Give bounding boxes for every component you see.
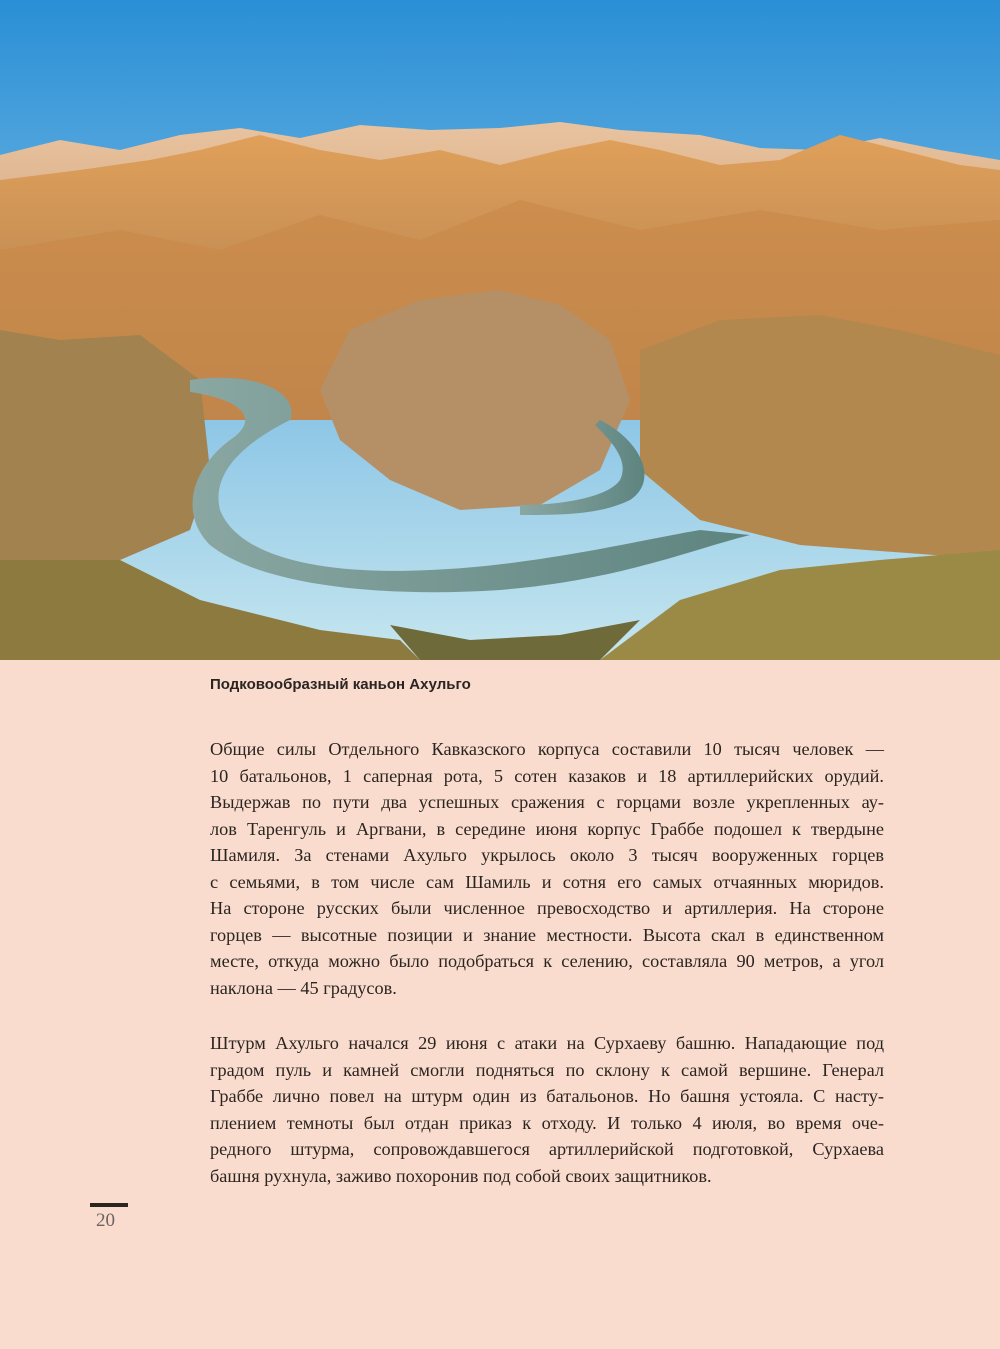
text-line: месте, откуда можно было подобраться к селению, составляла 90 метров, а угол [210,951,884,971]
body-paragraph-1 [210,736,884,1001]
text-line: градом пуль и камней смогли подняться по склону к самой вершине. Генерал [210,1059,884,1080]
text-line: Штурм Ахульго начался 29 июня с атаки на Сурхаеву башню. Нападающие под [210,1033,884,1053]
text-line: редного штурма, сопровождавшегося артиллерийской подготовкой, Сурхаева [210,1139,884,1159]
text-line: 10 батальонов, 1 саперная рота, 5 сотен казаков и 18 артиллерийских орудий. [210,765,884,786]
text-line: На стороне русских были численное превосходство и артиллерия. На стороне [210,898,884,918]
text-line: башня рухнула, заживо похоронив под собой своих защитников. [210,1165,712,1186]
text-line: горцев — высотные позиции и знание местности. Высота скал в единственном [210,924,884,945]
text-line: наклона — 45 градусов. [210,977,397,998]
text-line: плением темноты был отдан приказ к отходу. И только 4 июля, во время оче- [210,1112,884,1133]
page-number-rule [90,1203,128,1207]
body-paragraph-2 [210,1030,884,1189]
page-number: 20 [96,1210,115,1231]
text-line: с семьями, в том числе сам Шамиль и сотня его самых отчаянных мюридов. [210,871,884,892]
text-line: лов Таренгуль и Аргвани, в середине июня корпус Граббе подошел к твердыне [210,818,884,839]
text-line: Общие силы Отдельного Кавказского корпуса составили 10 тысяч человек — [210,739,884,759]
text-line: Граббе лично повел на штурм один из батальонов. Но башня устояла. С насту- [210,1086,884,1106]
text-line: Выдержав по пути два успешных сражения с горцами возле укрепленных ау- [210,792,884,812]
photo-caption: Подковообразный каньон Ахульго [210,676,471,693]
canyon-photo [0,0,1000,660]
text-line: Шамиля. За стенами Ахульго укрылось около 3 тысяч вооруженных горцев [210,845,884,865]
